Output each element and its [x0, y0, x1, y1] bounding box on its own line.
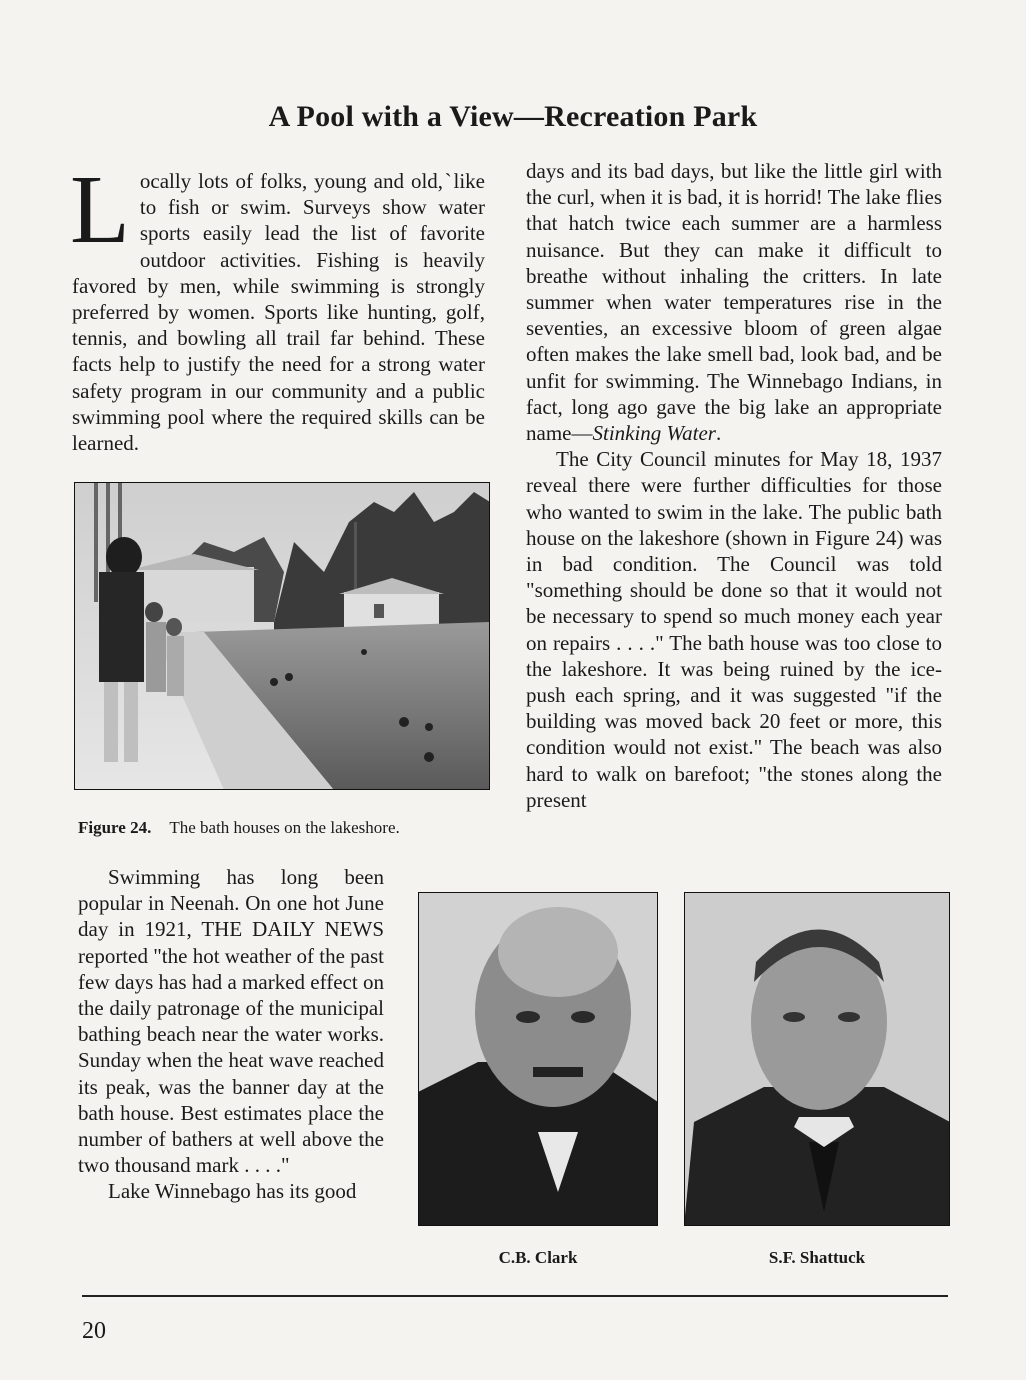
swimming-paragraph: [78, 864, 384, 1205]
figure-caption-text: The bath houses on the lakeshore.: [169, 818, 400, 837]
bath-house-photo: [74, 482, 490, 790]
page-number: 20: [82, 1318, 106, 1344]
figure-24-caption: [78, 818, 400, 838]
shattuck-portrait-illustration: [684, 892, 950, 1226]
intro-text: ocally lots of folks, young and old,ˋlike to fish or swim. Surveys show water sports easily lead the list of favorite outdoor activities. Fishing is heavily favored by men, while swimming is strongly preferred by women. Sports like hunting, golf, tennis, and bowling all trail far behind. These facts help to justify the need for a strong water safety program in our community and a public swimming pool where the required skills can be learned.: [72, 169, 485, 456]
stinking-water: Stinking Water: [592, 421, 716, 446]
caption-clark: C.B. Clark: [498, 1248, 578, 1267]
right-column: [526, 158, 942, 813]
bath-house-illustration: [74, 482, 490, 790]
lake-paragraph-start: Lake Winnebago has its good: [108, 1179, 357, 1204]
lake-continuation: [526, 158, 942, 446]
caption-shattuck: S.F. Shattuck: [768, 1248, 866, 1267]
footer-rule: [82, 1295, 948, 1297]
lake-continuation-text: days and its bad days, but like the little girl with the curl, when it is bad, it is horrid! The lake flies that hatch twice each summer are a harmless nuisance. But they can make it difficult to breathe without inhaling the critters. In late summer when water temperatures rise in the seventies, an excessive bloom of green algae often makes the lake smell bad, look bad, and be unfit for swimming. The Winnebago Indians, in fact, long ago gave the big lake an appropriate name—: [526, 159, 942, 446]
clark-portrait-illustration: [418, 892, 658, 1226]
drop-cap: L: [70, 156, 130, 264]
swimming-text: Swimming has long been popular in Neenah. On one hot June day in 1921, THE DAILY NEWS reported "the hot weather of the past few days has had a marked effect on the daily patronage of the municipal bathing beach near the water works. Sunday when the heat wave reached its peak, was the banner day at the bath house. Best estimates place the number of bathers at well above the two thousand mark . . . .": [78, 865, 384, 1178]
page-title: A Pool with a View—Recreation Park: [268, 100, 758, 133]
figure-label: Figure 24.: [78, 818, 152, 837]
portrait-shattuck: [684, 892, 950, 1226]
council-paragraph: The City Council minutes for May 18, 1937 reveal there were further difficulties for those who wanted to swim in the lake. The public bath house on the lakeshore (shown in Figure 24) was in bad condition. The Council was told "something should be done so that it would not be necessary to spend so much money each year on repairs . . . ." The bath house was too close to the lakeshore. It was being ruined by the ice-push each spring, and it was suggested "if the building was moved back 20 feet or more, this condition would not exist." The beach was also hard to walk on barefoot; "the stones along the present: [526, 447, 942, 812]
portrait-clark: [418, 892, 658, 1226]
intro-paragraph: [70, 156, 485, 456]
continuation-end: .: [715, 421, 722, 446]
